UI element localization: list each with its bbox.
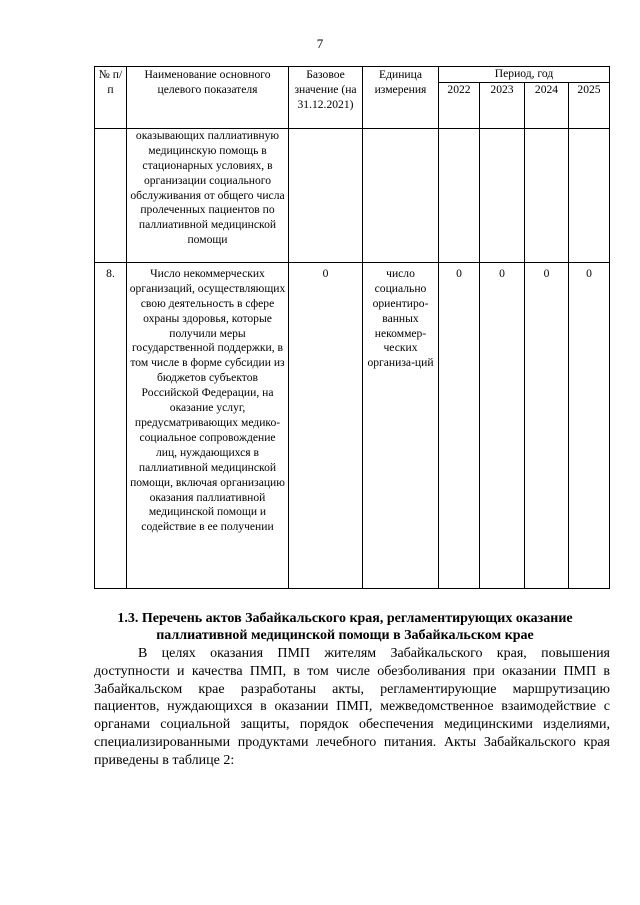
indicators-table bbox=[94, 66, 610, 589]
table-row bbox=[95, 128, 610, 262]
cell-unit: число социально ориентиро-ванных некоммер-ческих организа-ций bbox=[363, 262, 439, 588]
table-header-row bbox=[95, 67, 610, 83]
cell-value: 0 bbox=[525, 262, 569, 588]
body-paragraph: В целях оказания ПМП жителям Забайкальского края, повышения доступности и качества ПМП, в том числе обезболивания при оказании ПМП в Забайкальском крае разработаны акты, регламентирующие маршрутизацию пациентов, нуждающихся в оказании ПМП, межведомственное взаимодействие с органами социальной защиты, порядок обеспечения медицинскими изделиями, специализированными продуктами лечебного питания. Акты Забайкальского края приведены в таблице 2: bbox=[94, 646, 610, 768]
cell-value: 0 bbox=[569, 262, 610, 588]
col-header-year: 2025 bbox=[569, 82, 610, 128]
cell-base bbox=[289, 128, 363, 262]
table-row bbox=[95, 262, 610, 588]
cell-name: оказывающих паллиативную медицинскую помощь в стационарных условиях, в организации социального обслуживания от общего числа пролеченных пациентов по паллиативной медицинской помощи bbox=[127, 128, 289, 262]
cell-name: Число некоммерческих организаций, осуществляющих свою деятельность в сфере охраны здоровья, которые получили меры государственной поддержки, в том числе в форме субсидии из бюджетов субъектов Российской Федерации, на оказание услуг, предусматривающих медико-социальное сопровождение лиц, нуждающихся в паллиативной медицинской помощи, включая организацию оказания паллиативной медицинской помощи и содействие в ее получении bbox=[127, 262, 289, 588]
col-header-period: Период, год bbox=[439, 67, 610, 83]
cell-num: 8. bbox=[95, 262, 127, 588]
col-header-base: Базовое значение (на 31.12.2021) bbox=[289, 67, 363, 129]
col-header-year: 2023 bbox=[480, 82, 525, 128]
col-header-num: № п/п bbox=[95, 67, 127, 129]
col-header-year: 2022 bbox=[439, 82, 480, 128]
cell-base: 0 bbox=[289, 262, 363, 588]
section-heading: 1.3. Перечень актов Забайкальского края, регламентирующих оказание паллиативной медицинской помощи в Забайкальском крае bbox=[117, 611, 573, 643]
cell-value bbox=[480, 128, 525, 262]
cell-value bbox=[569, 128, 610, 262]
cell-unit bbox=[363, 128, 439, 262]
col-header-year: 2024 bbox=[525, 82, 569, 128]
cell-num bbox=[95, 128, 127, 262]
cell-value: 0 bbox=[439, 262, 480, 588]
cell-value bbox=[439, 128, 480, 262]
col-header-unit: Единица измерения bbox=[363, 67, 439, 129]
cell-value: 0 bbox=[480, 262, 525, 588]
cell-value bbox=[525, 128, 569, 262]
page-number: 7 bbox=[316, 36, 324, 51]
col-header-name: Наименование основного целевого показателя bbox=[127, 67, 289, 129]
